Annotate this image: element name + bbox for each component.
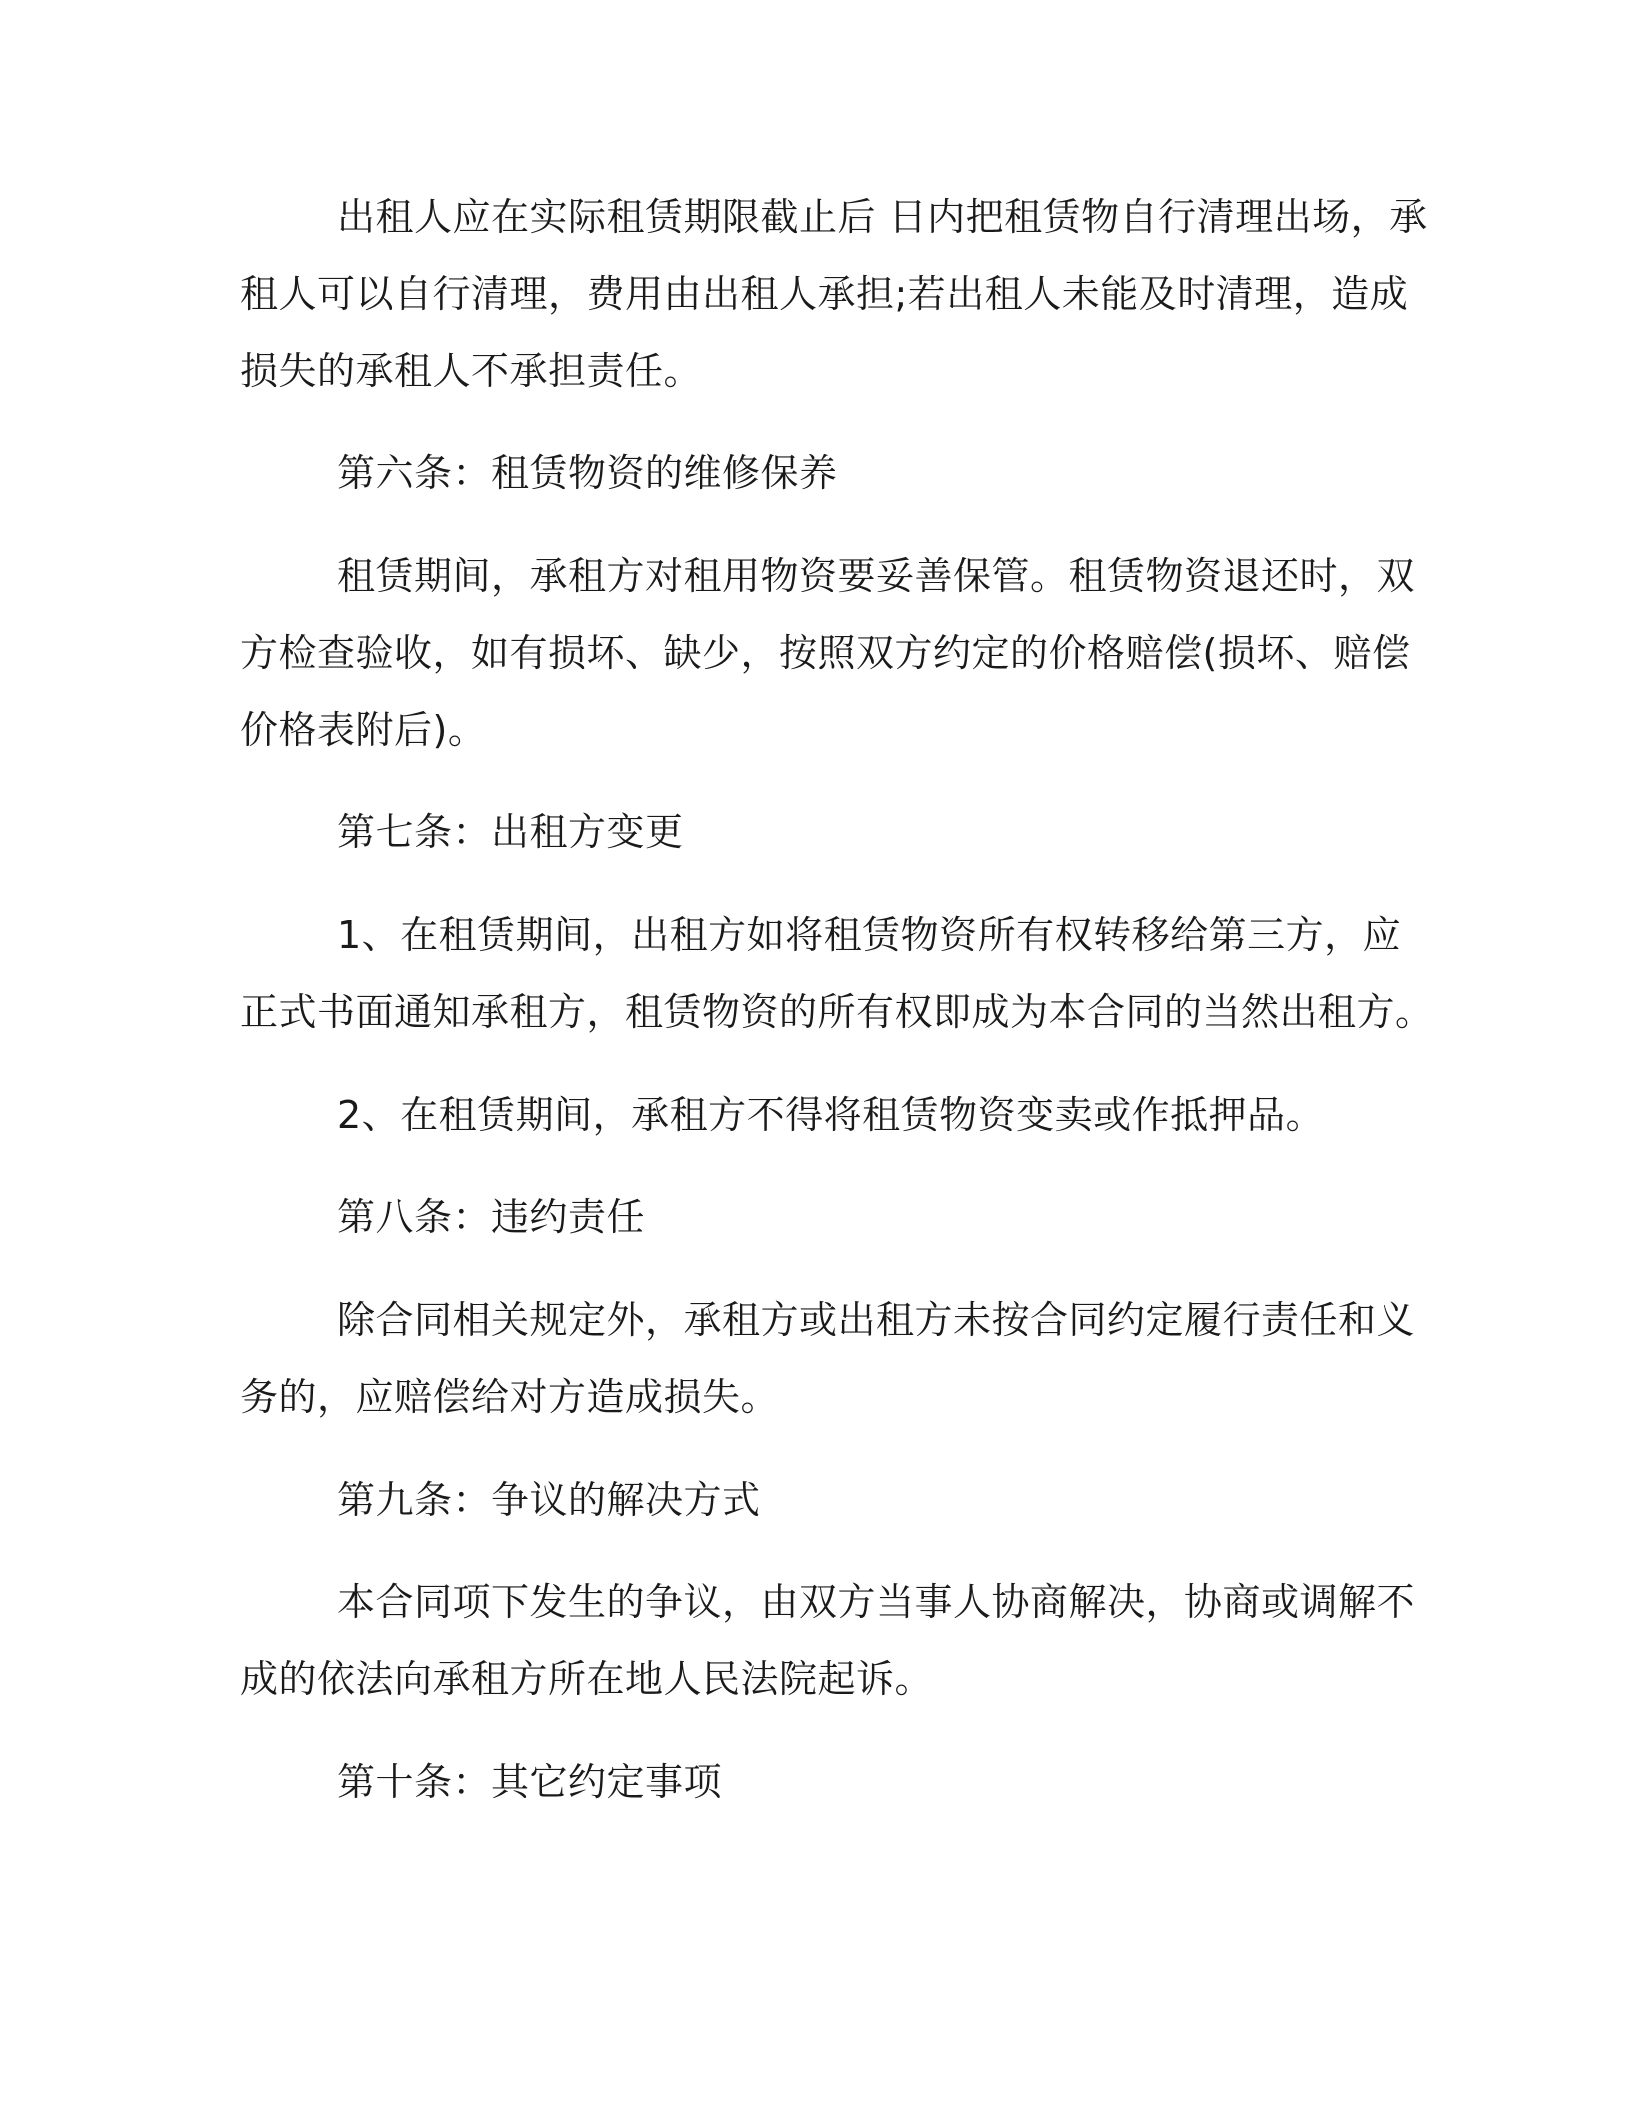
paragraph-line: 出租人应在实际租赁期限截止后 日内把租赁物自行清理出场，承 [337,195,1428,239]
paragraph-line: 租人可以自行清理，费用由出租人承担;若出租人未能及时清理，造成 [240,272,1409,316]
section-heading: 第七条：出租方变更 [337,810,684,854]
paragraph-line: 正式书面通知承租方，租赁物资的所有权即成为本合同的当然出租方。 [240,990,1434,1034]
paragraph-line: 损失的承租人不承担责任。 [240,349,703,393]
section-heading: 第八条：违约责任 [337,1195,646,1239]
paragraph-line: 成的依法向承租方所在地人民法院起诉。 [240,1657,934,1701]
paragraph-line: 租赁期间，承租方对租用物资要妥善保管。租赁物资退还时，双 [337,554,1416,598]
section-heading: 第十条：其它约定事项 [337,1760,723,1804]
paragraph-line: 务的，应赔偿给对方造成损失。 [240,1375,780,1419]
paragraph-line: 价格表附后)。 [240,708,487,752]
paragraph-line: 2、在租赁期间，承租方不得将租赁物资变卖或作抵押品。 [337,1093,1325,1137]
paragraph-line: 除合同相关规定外，承租方或出租方未按合同约定履行责任和义 [337,1298,1416,1342]
section-heading: 第九条：争议的解决方式 [337,1478,761,1522]
section-heading: 第六条：租赁物资的维修保养 [337,451,838,495]
paragraph-line: 方检查验收，如有损坏、缺少，按照双方约定的价格赔偿(损坏、赔偿 [240,631,1411,675]
paragraph-line: 本合同项下发生的争议，由双方当事人协商解决，协商或调解不 [337,1580,1416,1624]
paragraph-line: 1、在租赁期间，出租方如将租赁物资所有权转移给第三方，应 [337,913,1402,957]
